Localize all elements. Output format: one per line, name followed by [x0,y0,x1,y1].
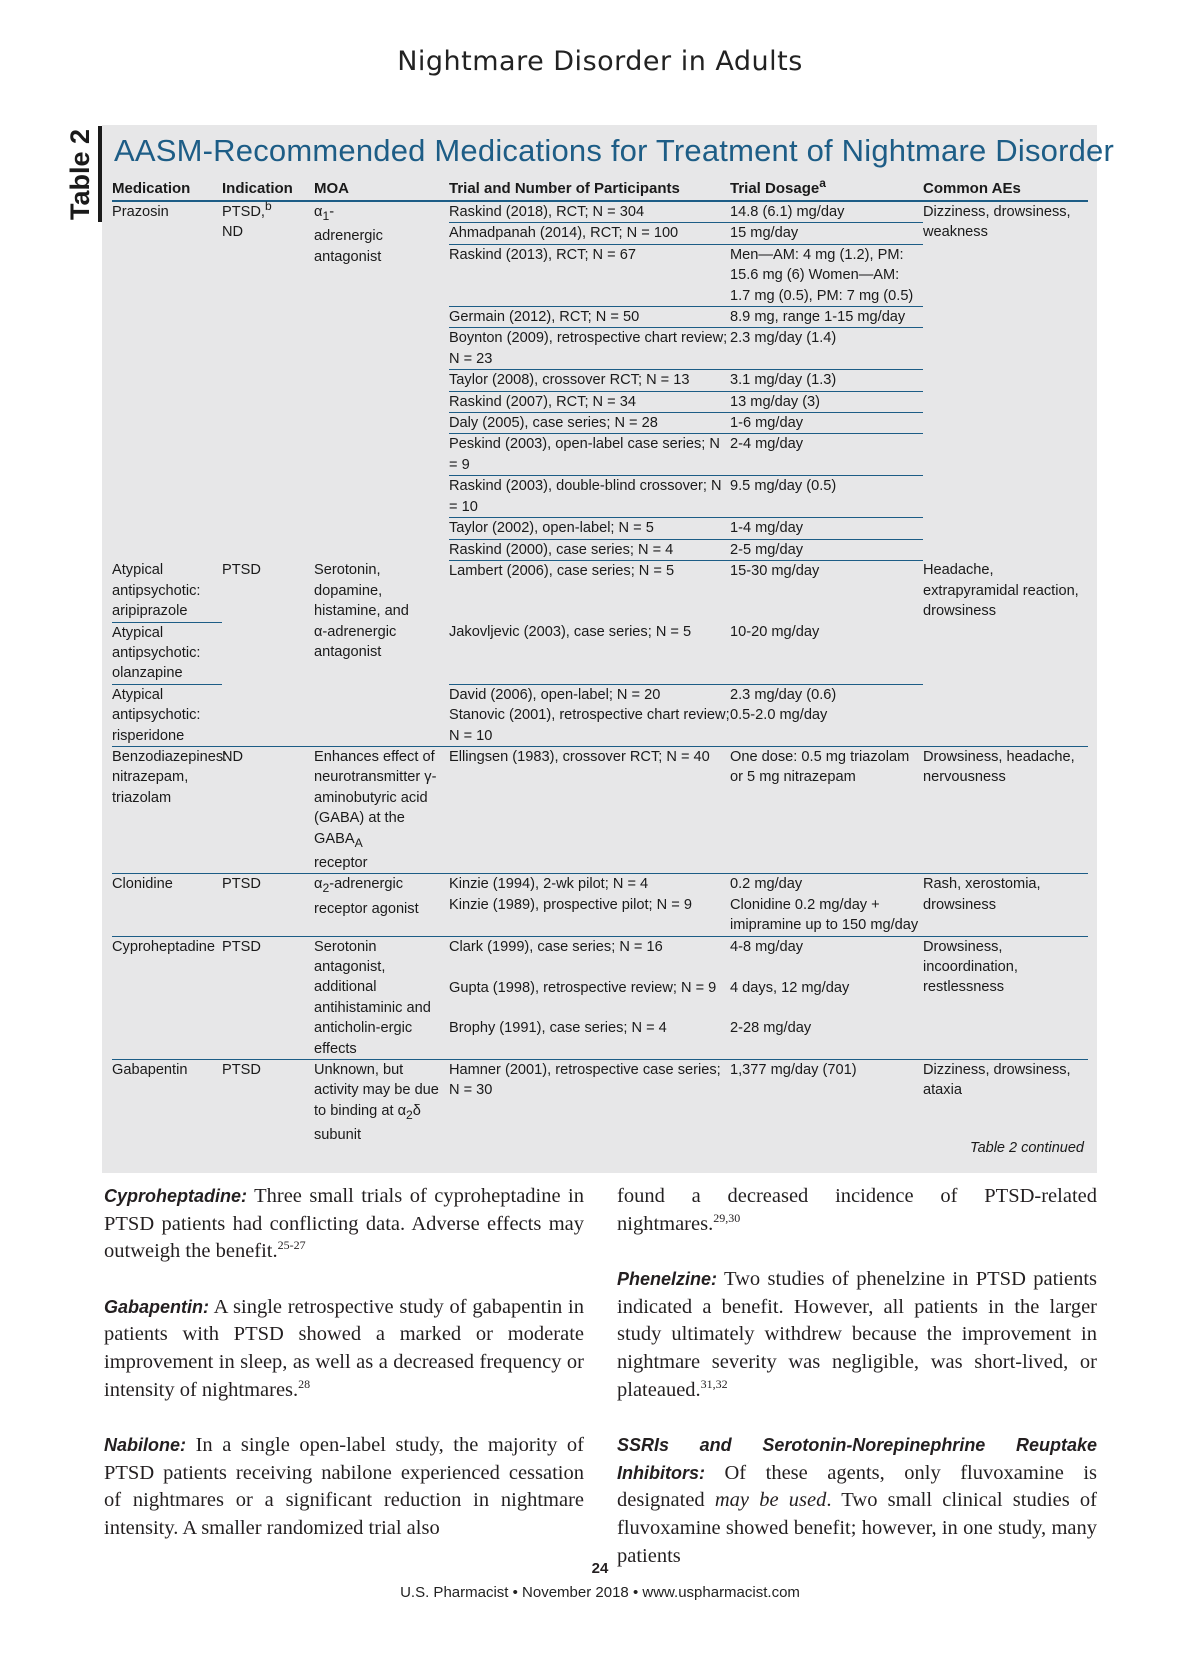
prazosin-medication: Prazosin [112,204,169,220]
table-continued-note: Table 2 continued [970,1140,1084,1156]
trial-cell: Germain (2012), RCT; N = 50 [449,307,730,328]
table-row [112,747,1088,874]
dose-cell: 10-20 mg/day [730,622,923,684]
dose-cell: 2.3 mg/day (0.6) [730,686,837,703]
dose-cell: 2.3 mg/day (1.4) [730,328,923,370]
clonidine-medication: Clonidine [112,876,173,893]
antipsychotic-aes: Headache, extrapyramidal reaction, drowsiness [923,562,1079,620]
body-left-column [104,1183,584,1571]
table-row [112,936,1088,977]
trial-cell: Daly (2005), case series; N = 28 [449,413,730,434]
gabapentin-moa: Unknown, but activity may be due to binding at $\alpha_2\delta$ subunit [314,1062,439,1144]
trial-cell: Ahmadpanah (2014), RCT; N = 100 [449,223,730,244]
dose-cell: 4 days, 12 mg/day [730,979,850,996]
risperidone-medication: Atypical antipsychotic: risperidone [112,686,201,744]
benzo-moa: Enhances effect of neurotransmitter γ-aminobutyric acid (GABA) at the $GABA_A$ receptor [314,749,437,871]
dose-cell: 1-4 mg/day [730,518,923,539]
gabapentin-indication: PTSD [222,1062,261,1079]
prazosin-aes: Dizziness, drowsiness, weakness [923,204,1071,241]
dose-cell: 9.5 mg/day (0.5) [730,476,923,518]
dose-cell: One dose: 0.5 mg triazolam or 5 mg nitrazepam [730,749,910,786]
trial-cell: Raskind (2000), case series; N = 4 [449,539,730,560]
trial-cell: Gupta (1998), retrospective review; N = 9 [449,979,717,996]
table-row [112,1060,1088,1146]
table-label: Table 2 [65,128,96,220]
trial-cell: Taylor (2008), crossover RCT; N = 13 [449,370,730,391]
table-header-row [112,178,1088,201]
col-aes: Common AEs [923,178,1088,201]
trial-cell: Brophy (1991), case series; N = 4 [449,1020,667,1037]
trial-cell: David (2006), open-label; N = 20 [449,686,661,703]
dose-cell: 1,377 mg/day (701) [730,1062,857,1079]
clonidine-indication: PTSD [222,876,261,893]
dose-cell: 0.2 mg/day [730,876,803,893]
table-title: AASM-Recommended Medications for Treatment of Nightmare Disorder [114,133,1115,168]
trial-cell: Taylor (2002), open-label; N = 5 [449,518,730,539]
paragraph-nabilone: Nabilone: In a single open-label study, the majority of PTSD patients receiving nabilone experienced cessation of nightmares or a significant reduction in nightmare intensity. A smaller randomized trial also [104,1434,584,1539]
dose-cell: 8.9 mg, range 1-15 mg/day [730,307,923,328]
trial-cell: Raskind (2007), RCT; N = 34 [449,391,730,412]
medications-table [112,175,1088,1146]
dose-cell: 14.8 (6.1) mg/day [730,201,923,223]
paragraph-phenelzine: Phenelzine: Two studies of phenelzine in PTSD patients indicated a benefit. However, all patients in the larger study ultimately withdrew because the improvement in nightmare severity was negligible, was short-lived, or plateaued.$^{31,32}$ [617,1268,1097,1401]
dose-cell: 13 mg/day (3) [730,391,923,412]
trial-cell: Raskind (2003), double-blind crossover; N = 10 [449,476,730,518]
benzo-aes: Drowsiness, headache, nervousness [923,749,1075,786]
dose-cell: Clonidine 0.2 mg/day + imipramine up to 150 mg/day [730,896,919,934]
cyproheptadine-indication: PTSD [222,938,261,955]
cyproheptadine-medication: Cyproheptadine [112,938,216,955]
dose-cell: 1-6 mg/day [730,413,923,434]
col-dosage: Trial Dosage$^a$ [730,178,923,201]
aripiprazole-medication: Atypical antipsychotic: aripiprazole [112,560,222,622]
trial-cell: Clark (1999), case series; N = 16 [449,938,663,955]
trial-cell: Ellingsen (1983), crossover RCT; N = 40 [449,749,710,766]
trial-cell: Raskind (2018), RCT; N = 304 [449,201,730,223]
dose-cell: 2-28 mg/day [730,1020,812,1037]
table-label-tab [64,128,98,220]
col-medication: Medication [112,178,222,201]
col-trial: Trial and Number of Participants [449,178,730,201]
olanzapine-medication: Atypical antipsychotic: olanzapine [112,622,222,684]
clonidine-aes: Rash, xerostomia, drowsiness [923,876,1041,913]
cyproheptadine-aes: Drowsiness, incoordination, restlessness [923,938,1018,996]
dose-cell: 0.5-2.0 mg/day [730,707,828,724]
paragraph-continuation: found a decreased incidence of PTSD-related nightmares.$^{29,30}$ [617,1185,1097,1235]
page-number: 24 [591,1560,609,1577]
col-moa: MOA [314,178,449,201]
dose-cell: 15-30 mg/day [730,562,820,579]
antipsychotic-indication: PTSD [222,562,261,579]
gabapentin-medication: Gabapentin [112,1062,188,1079]
dose-cell: 2-5 mg/day [730,539,923,560]
benzo-medication: Benzodiazepines: nitrazepam, triazolam [112,749,228,806]
cyproheptadine-moa: Serotonin antagonist, additional antihistaminic and anticholin-ergic effects [314,938,431,1057]
dose-cell: 2-4 mg/day [730,434,923,476]
prazosin-indication: PTSD,$^b$ ND [222,199,272,241]
dose-cell: 3.1 mg/day (1.3) [730,370,923,391]
clonidine-moa: $\alpha_2$-adrenergic receptor agonist [314,876,419,917]
trial-cell: Peskind (2003), open-label case series; N = 9 [449,434,730,476]
trial-cell: Kinzie (1994), 2-wk pilot; N = 4 [449,876,649,893]
paragraph-gabapentin: Gabapentin: A single retrospective study of gabapentin in patients with PTSD showed a marked or moderate improvement in sleep, as well as a decreased frequency or intensity of nightmares.$^{28}$ [104,1295,584,1401]
footer-credit: U.S. Pharmacist • November 2018 • www.uspharmacist.com [400,1584,800,1601]
paragraph-ssri: SSRIs and Serotonin-Norepinephrine Reuptake Inhibitors: Of these agents, only fluvoxamine is designated may be used. Two small clinical studies of fluvoxamine showed benefit; however, in one study, many patients [617,1435,1098,1567]
trial-cell: Lambert (2006), case series; N = 5 [449,562,675,579]
trial-cell: Stanovic (2001), retrospective chart review; N = 10 [449,707,730,744]
body-right-column [617,1183,1097,1598]
antipsychotic-moa: Serotonin, dopamine, histamine, and α-adrenergic antagonist [314,562,409,661]
table-row [112,874,1088,895]
trial-cell: Hamner (2001), retrospective case series; N = 30 [449,1062,721,1099]
benzo-indication: ND [222,749,244,766]
prazosin-moa: $\alpha_1-$ adrenergic antagonist [314,204,383,265]
trial-cell: Boynton (2009), retrospective chart review; N = 23 [449,328,730,370]
trial-cell: Jakovljevic (2003), case series; N = 5 [449,622,730,684]
dose-cell: Men—AM: 4 mg (1.2), PM: 15.6 mg (6) Women—AM: 1.7 mg (0.5), PM: 7 mg (0.5) [730,244,923,306]
paragraph-cyproheptadine: Cyproheptadine: Three small trials of cyproheptadine in PTSD patients had conflicting data. Adverse effects may outweigh the benefit.$^{25-27}$ [104,1185,584,1263]
dose-cell: 15 mg/day [730,223,923,244]
trial-cell: Kinzie (1989), prospective pilot; N = 9 [449,896,692,913]
running-header: Nightmare Disorder in Adults [397,46,803,77]
gabapentin-aes: Dizziness, drowsiness, ataxia [923,1062,1071,1099]
table-row [112,560,1088,622]
dose-cell: 4-8 mg/day [730,938,804,955]
trial-cell: Raskind (2013), RCT; N = 67 [449,244,730,306]
table-row [112,201,1088,223]
col-indication: Indication [222,178,314,201]
